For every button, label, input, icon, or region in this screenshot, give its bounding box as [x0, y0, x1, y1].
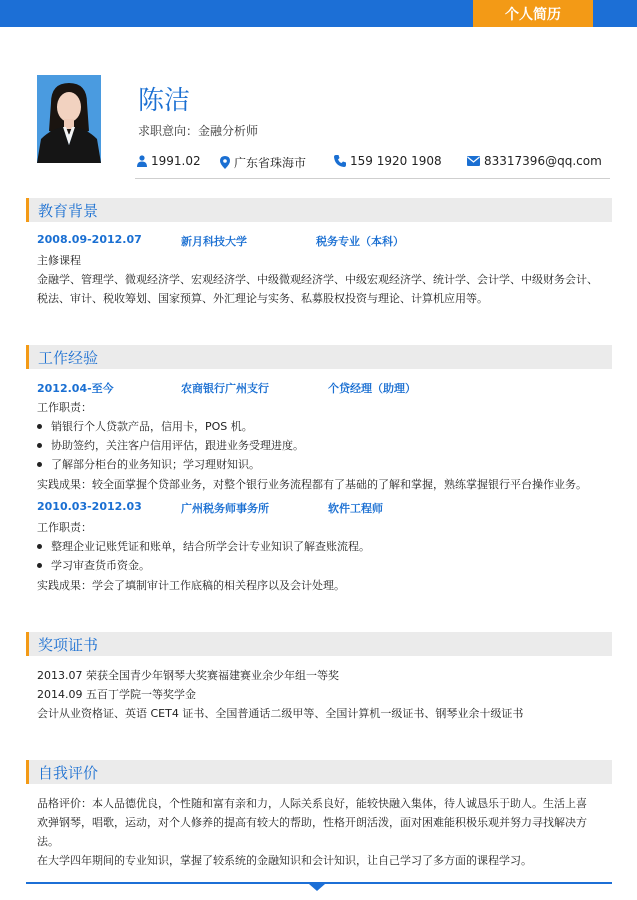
award-item: 会计从业资格证、英语 CET4 证书、全国普通话二级甲等、全国计算机一级证书、钢琴业余十级证书 [37, 707, 524, 720]
education-school: 新月科技大学 [181, 235, 247, 248]
courses-line: 金融学、管理学、微观经济学、宏观经济学、中级微观经济学、中级宏观经济学、统计学、会计学、中级财务会计、 [37, 273, 598, 286]
job1-duty: 协助签约，关注客户信用评估，跟进业务受理进度。 [51, 439, 304, 452]
job2-company: 广州税务师事务所 [181, 502, 269, 515]
location: 广东省珠海市 [220, 154, 306, 171]
bullet-dot [37, 544, 42, 549]
bullet-dot [37, 424, 42, 429]
self-eval-line: 法。 [37, 835, 59, 848]
job2-period: 2010.03-2012.03 [37, 500, 142, 513]
self-eval-line: 在大学四年期间的专业知识，掌握了较系统的金融知识和会计知识，让自己学习了多方面的课程学习。 [37, 854, 532, 867]
awards-header [26, 632, 612, 656]
job2-duty: 学习审查货币资金。 [51, 559, 150, 572]
courses-label: 主修课程 [37, 254, 81, 267]
job1-duty: 了解部分柜台的业务知识；学习理财知识。 [51, 458, 260, 471]
contact-divider [135, 178, 610, 179]
self-eval-title: 自我评价 [38, 764, 99, 782]
job1-period: 2012.04-至今 [37, 382, 114, 395]
phone: 159 1920 1908 [334, 154, 442, 168]
work-header [26, 345, 612, 369]
job-intent: 求职意向：金融分析师 [138, 124, 259, 138]
job1-result: 实践成果：较全面掌握个贷部业务，对整个银行业务流程都有了基础的了解和掌握，熟练掌握银行平台操作业务。 [37, 478, 587, 491]
courses-line: 税法、审计、税收筹划、国家预算、外汇理论与实务、私募股权投资与理论、计算机应用等。 [37, 292, 488, 305]
user-icon [137, 155, 147, 167]
location-pin-icon [220, 156, 230, 169]
education-title: 教育背景 [38, 202, 99, 220]
job1-position: 个贷经理（助理） [328, 382, 416, 395]
award-item: 2014.09 五百丁学院一等奖学金 [37, 688, 196, 701]
bullet-dot [37, 462, 42, 467]
bullet-dot [37, 563, 42, 568]
education-major: 税务专业（本科） [316, 235, 404, 248]
job2-position: 软件工程师 [328, 502, 383, 515]
self-eval-line: 品格评价：本人品德优良，个性随和富有亲和力，人际关系良好，能较快融入集体，待人诚恳乐于助人。生活上喜 [37, 797, 587, 810]
resume-title-tab: 个人简历 [473, 0, 593, 27]
mail-icon [467, 156, 480, 166]
phone-icon [334, 155, 346, 167]
profile-photo [37, 75, 101, 163]
job1-company: 农商银行广州支行 [181, 382, 269, 395]
award-item: 2013.07 荣获全国青少年钢琴大奖赛福建赛业余少年组一等奖 [37, 669, 339, 682]
job1-duties-label: 工作职责： [37, 401, 92, 414]
job1-duty: 销银行个人贷款产品，信用卡，POS 机。 [51, 420, 253, 433]
footer-arrow [309, 884, 325, 891]
work-title: 工作经验 [38, 349, 99, 367]
job2-duties-label: 工作职责： [37, 521, 92, 534]
job2-duty: 整理企业记账凭证和账单，结合所学会计专业知识了解查账流程。 [51, 540, 370, 553]
bullet-dot [37, 443, 42, 448]
education-header [26, 198, 612, 222]
self-eval-header [26, 760, 612, 784]
education-period: 2008.09-2012.07 [37, 233, 142, 246]
candidate-name: 陈洁 [138, 86, 191, 116]
awards-title: 奖项证书 [38, 636, 99, 654]
job2-result: 实践成果：学会了填制审计工作底稿的相关程序以及会计处理。 [37, 579, 345, 592]
self-eval-line: 欢弹钢琴，唱歌，运动，对个人修养的提高有较大的帮助，性格开朗活泼，面对困难能积极乐观并努力寻找解决方 [37, 816, 587, 829]
email: 83317396@qq.com [467, 154, 602, 168]
birth-date: 1991.02 [137, 154, 201, 168]
